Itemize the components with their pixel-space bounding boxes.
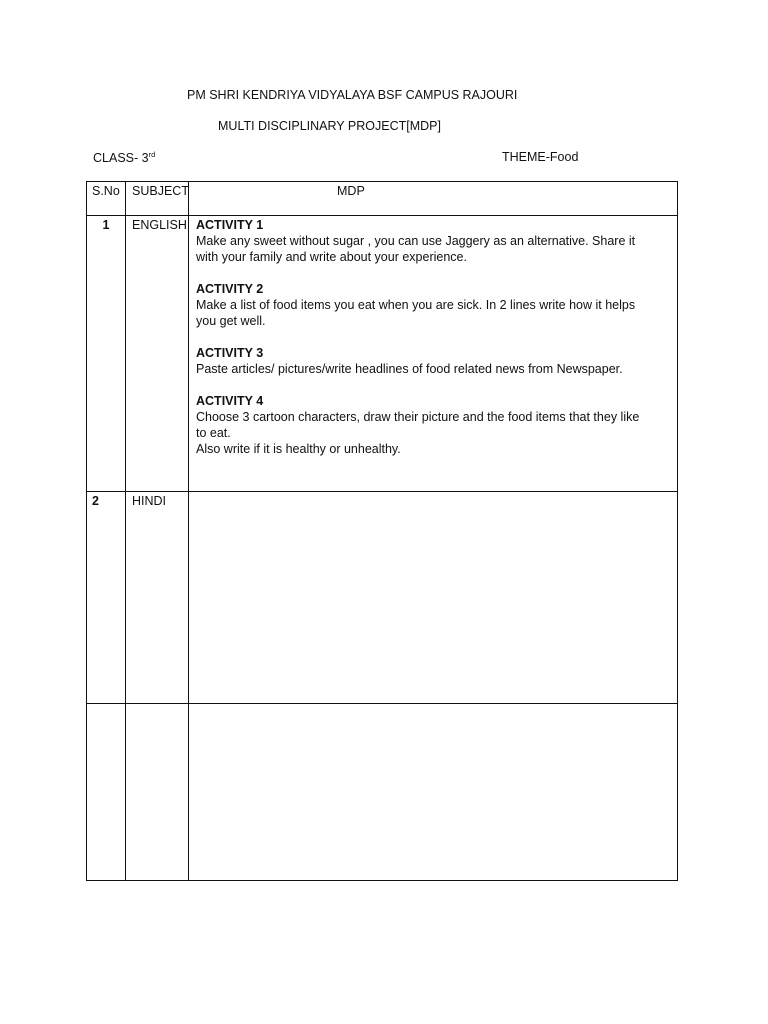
class-label xyxy=(93,150,155,165)
activity-title: ACTIVITY 2 xyxy=(196,282,264,296)
row-mdp-cell xyxy=(189,216,678,492)
activity-title: ACTIVITY 1 xyxy=(196,218,264,232)
activity-block xyxy=(196,217,667,265)
column-header-sno: S.No xyxy=(87,182,126,216)
row-subject: HINDI xyxy=(126,492,189,704)
row-number xyxy=(87,704,126,881)
activity-block xyxy=(196,393,667,457)
theme-label: THEME-Food xyxy=(502,150,579,164)
activity-line: Make any sweet without sugar , you can use Jaggery as an alternative. Share it xyxy=(196,234,636,248)
row-subject: ENGLISH xyxy=(126,216,189,492)
activity-title: ACTIVITY 3 xyxy=(196,346,264,360)
row-subject xyxy=(126,704,189,881)
table-row xyxy=(87,492,678,704)
row-mdp-cell xyxy=(189,492,678,704)
activity-line: you get well. xyxy=(196,314,266,328)
activity-line: Make a list of food items you eat when you are sick. In 2 lines write how it helps xyxy=(196,298,636,312)
table-row xyxy=(87,704,678,881)
activity-line: Also write if it is healthy or unhealthy. xyxy=(196,442,401,456)
class-prefix: CLASS- 3 xyxy=(93,151,149,165)
activity-line: Paste articles/ pictures/write headlines of food related news from Newspaper. xyxy=(196,362,623,376)
school-name: PM SHRI KENDRIYA VIDYALAYA BSF CAMPUS RAJOURI xyxy=(187,88,518,102)
class-suffix: rd xyxy=(148,150,156,159)
table-row xyxy=(87,216,678,492)
row-number: 2 xyxy=(87,492,126,704)
row-number: 1 xyxy=(87,216,126,492)
project-title: MULTI DISCIPLINARY PROJECT[MDP] xyxy=(218,119,441,133)
column-header-mdp: MDP xyxy=(189,182,678,216)
table-header-row xyxy=(87,182,678,216)
activity-block xyxy=(196,345,667,377)
activity-line: to eat. xyxy=(196,426,231,440)
activity-line: Choose 3 cartoon characters, draw their picture and the food items that they like xyxy=(196,410,640,424)
activity-line: with your family and write about your experience. xyxy=(196,250,467,264)
activity-block xyxy=(196,281,667,329)
column-header-subject: SUBJECT xyxy=(126,182,189,216)
mdp-table xyxy=(86,181,678,881)
row-mdp-cell xyxy=(189,704,678,881)
activity-title: ACTIVITY 4 xyxy=(196,394,264,408)
